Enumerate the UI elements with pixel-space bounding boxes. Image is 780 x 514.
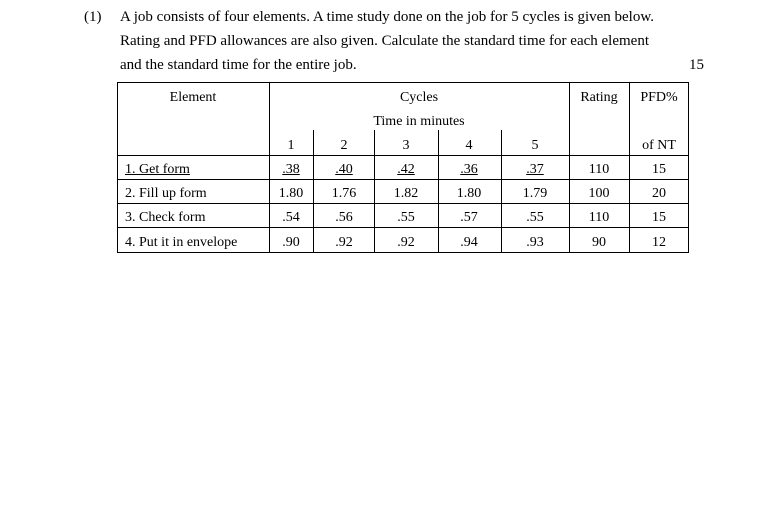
table-top-border [117, 82, 689, 83]
row-1-rating: 110 [588, 162, 610, 177]
table-bottom-border [117, 252, 689, 253]
header-cycles: Cycles [399, 90, 439, 105]
row-3-time-4: .57 [460, 210, 478, 225]
header-pfd-sub: of NT [642, 138, 676, 153]
row-4-time-1: .90 [282, 235, 300, 250]
row-4-pfd: 12 [652, 235, 666, 250]
row-2-pfd: 20 [652, 186, 666, 201]
question-line-2: Rating and PFD allowances are also given. Calculate the standard time for each element [120, 33, 649, 49]
question-line-1: A job consists of four elements. A time study done on the job for 5 cycles is given below. [120, 9, 654, 25]
time-study-table [117, 82, 689, 253]
row-2-element: 2. Fill up form [125, 186, 207, 201]
header-rating: Rating [580, 90, 618, 105]
row-3-time-1: .54 [282, 210, 300, 225]
row-2-time-2: 1.76 [331, 186, 357, 201]
row-2-time-1: 1.80 [278, 186, 304, 201]
cycle-number-1: 1 [287, 138, 295, 153]
row-3-pfd: 15 [652, 210, 666, 225]
question-number: (1) [84, 9, 102, 25]
cycle-number-3: 3 [402, 138, 410, 153]
row-1-time-4: .36 [460, 162, 478, 177]
row-4-time-3: .92 [397, 235, 415, 250]
cycle-number-4: 4 [465, 138, 473, 153]
row-3-element: 3. Check form [125, 210, 206, 225]
header-pfd: PFD% [640, 90, 678, 105]
row-4-rating: 90 [592, 235, 606, 250]
row-1-time-5: .37 [526, 162, 544, 177]
question-line-3: and the standard time for the entire job. [120, 57, 357, 73]
row-1-time-1: .38 [282, 162, 300, 177]
header-time-unit: Time in minutes [373, 114, 465, 129]
row-2-time-3: 1.82 [393, 186, 419, 201]
marks: 15 [689, 57, 704, 73]
cycle-divider-2 [374, 130, 375, 253]
row-3-time-3: .55 [397, 210, 415, 225]
row-3-time-2: .56 [335, 210, 353, 225]
row-separator-2 [117, 203, 689, 204]
row-3-time-5: .55 [526, 210, 544, 225]
cycle-number-5: 5 [531, 138, 539, 153]
cycle-divider-3 [438, 130, 439, 253]
row-separator-1 [117, 179, 689, 180]
header-separator [117, 155, 689, 156]
row-1-time-2: .40 [335, 162, 353, 177]
row-1-element: 1. Get form [125, 162, 190, 177]
cycle-divider-1 [313, 130, 314, 253]
row-4-element: 4. Put it in envelope [125, 235, 238, 250]
row-1-pfd: 15 [652, 162, 666, 177]
row-2-time-5: 1.79 [522, 186, 548, 201]
cycle-divider-4 [501, 130, 502, 253]
row-1-time-3: .42 [397, 162, 415, 177]
row-2-rating: 100 [588, 186, 610, 201]
row-separator-3 [117, 227, 689, 228]
cycle-number-2: 2 [340, 138, 348, 153]
row-4-time-5: .93 [526, 235, 544, 250]
row-4-time-2: .92 [335, 235, 353, 250]
header-element: Element [169, 90, 217, 105]
row-3-rating: 110 [588, 210, 610, 225]
row-2-time-4: 1.80 [456, 186, 482, 201]
row-4-time-4: .94 [460, 235, 478, 250]
